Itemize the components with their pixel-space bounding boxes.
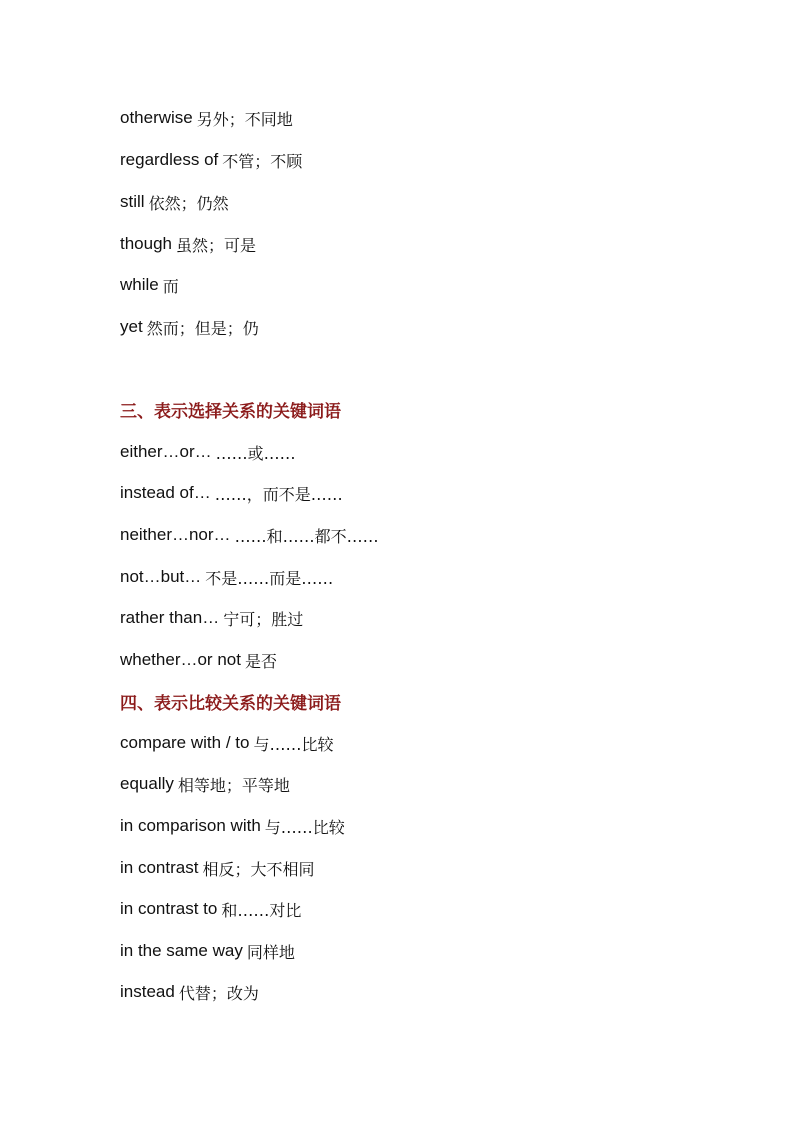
vocab-entry: [120, 105, 293, 128]
entry-meaning: 是否: [244, 652, 277, 671]
entry-term: not…but…: [120, 567, 202, 586]
vocab-entry: [120, 771, 290, 794]
vocab-entry: [120, 979, 259, 1002]
entry-meaning: 另外；不同地: [196, 110, 293, 129]
vocab-entry: [120, 314, 259, 337]
entry-meaning: 不管；不顾: [222, 152, 303, 171]
entry-meaning: 与……比较: [264, 818, 345, 837]
entry-meaning: 代替；改为: [178, 984, 259, 1003]
entry-meaning: ……或……: [215, 444, 296, 463]
entry-meaning: 宁可；胜过: [223, 610, 304, 629]
vocab-entry: [120, 231, 256, 254]
vocab-entry: [120, 938, 295, 961]
entry-term: otherwise: [120, 108, 193, 127]
entry-term: whether…or not: [120, 650, 241, 669]
entry-term: while: [120, 275, 159, 294]
entry-meaning: ……，而不是……: [214, 485, 343, 504]
entry-term: in comparison with: [120, 816, 261, 835]
vocab-entry: [120, 605, 303, 628]
vocab-entry: [120, 813, 345, 836]
entry-term: rather than…: [120, 608, 220, 627]
entry-term: equally: [120, 774, 174, 793]
vocab-entry: [120, 439, 296, 462]
entry-term: neither…nor…: [120, 525, 231, 544]
vocab-entry: [120, 896, 301, 919]
entry-meaning: 相等地；平等地: [177, 776, 290, 795]
vocab-entry: [120, 147, 302, 170]
vocab-entry: [120, 647, 277, 670]
vocab-entry: [120, 522, 379, 545]
entry-term: instead: [120, 982, 175, 1001]
entry-term: instead of…: [120, 483, 211, 502]
vocab-entry: [120, 480, 343, 503]
entry-term: either…or…: [120, 442, 212, 461]
entry-meaning: ……和……都不……: [234, 527, 379, 546]
entry-term: though: [120, 234, 172, 253]
entry-term: in contrast to: [120, 899, 218, 918]
vocab-entry: [120, 564, 333, 587]
section-heading: 三、表示选择关系的关键词语: [120, 402, 341, 422]
entry-term: in the same way: [120, 941, 243, 960]
vocab-entry: [120, 189, 229, 212]
entry-meaning: 依然；仍然: [148, 194, 229, 213]
entry-term: yet: [120, 317, 143, 336]
vocab-entry: [120, 272, 179, 295]
entry-meaning: 然而；但是；仍: [146, 319, 259, 338]
section-heading: 四、表示比较关系的关键词语: [120, 694, 341, 714]
entry-term: in contrast: [120, 858, 199, 877]
entry-meaning: 与……比较: [253, 735, 334, 754]
entry-meaning: 相反；大不相同: [202, 860, 315, 879]
entry-meaning: 和……对比: [221, 901, 302, 920]
entry-meaning: 同样地: [246, 943, 295, 962]
entry-meaning: 不是……而是……: [205, 569, 334, 588]
vocab-entry: [120, 730, 333, 753]
entry-term: still: [120, 192, 145, 211]
entry-term: compare with / to: [120, 733, 250, 752]
vocab-entry: [120, 855, 314, 878]
entry-meaning: 虽然；可是: [176, 236, 257, 255]
entry-term: regardless of: [120, 150, 219, 169]
entry-meaning: 而: [162, 277, 179, 296]
